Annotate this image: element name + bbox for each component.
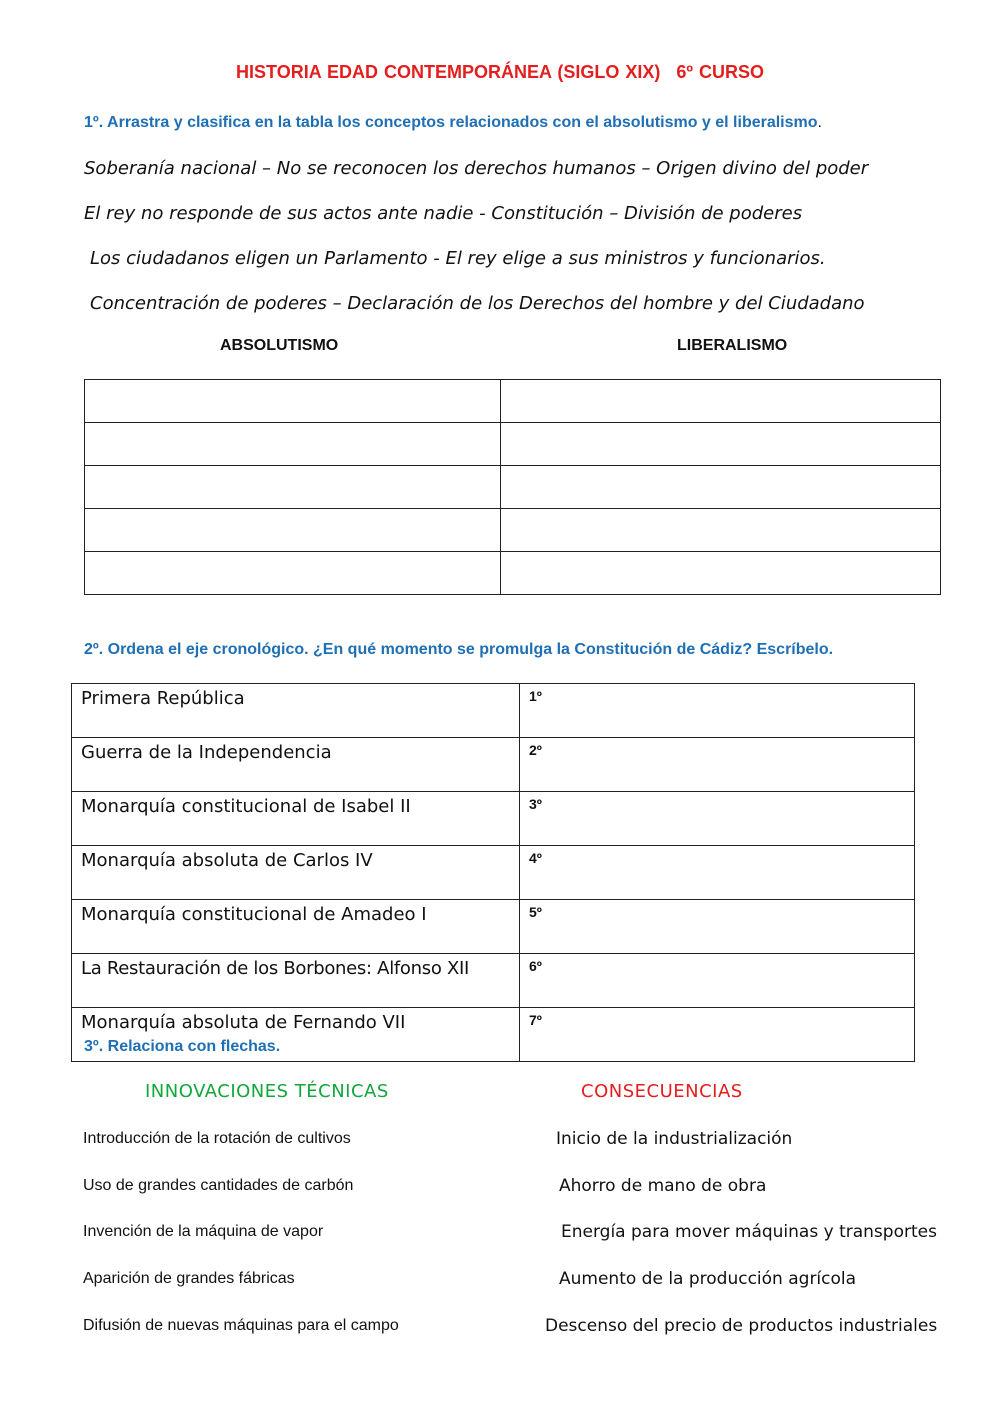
concept-line-2: El rey no responde de sus actos ante nadie - Constitución – División de poderes [84,203,803,224]
table-row [85,423,941,466]
order-cell[interactable]: 4º [520,846,915,900]
innovation-item[interactable]: Aparición de grandes fábricas [83,1270,295,1287]
concept-line-1: Soberanía nacional – No se reconocen los derechos humanos – Origen divino del poder [84,158,869,179]
table-row [72,684,915,738]
event-label[interactable]: Guerra de la Independencia [72,738,520,792]
title-text: HISTORIA EDAD CONTEMPORÁNEA (SIGLO XIX) [236,62,661,82]
absolutismo-drop-cell[interactable] [85,552,501,595]
exercise-1-instruction [84,114,822,132]
order-cell[interactable]: 6º [520,954,915,1008]
consequence-item[interactable]: Energía para mover máquinas y transportes [561,1222,937,1242]
exercise-3-instruction: 3º. Relaciona con flechas. [84,1038,281,1055]
concept-line-4: Concentración de poderes – Declaración de los Derechos del hombre y del Ciudadano [90,293,865,314]
column-header-liberalismo: LIBERALISMO [677,337,788,354]
liberalismo-drop-cell[interactable] [501,423,941,466]
table-row [85,552,941,595]
table-row [72,738,915,792]
table-row [72,954,915,1008]
order-cell[interactable]: 2º [520,738,915,792]
consequence-item[interactable]: Inicio de la industrialización [556,1129,793,1149]
exercise-1-instruction-text: 1º. Arrastra y clasifica en la tabla los conceptos relacionados con el absolutismo y el liberalismo [84,114,818,131]
absolutismo-drop-cell[interactable] [85,423,501,466]
innovaciones-header: INNOVACIONES TÉCNICAS [145,1081,389,1102]
chronology-table [71,683,915,1062]
classification-table [84,379,941,595]
consequence-item[interactable]: Ahorro de mano de obra [559,1176,767,1196]
liberalismo-drop-cell[interactable] [501,509,941,552]
table-row [72,846,915,900]
event-label[interactable]: Monarquía absoluta de Carlos IV [72,846,520,900]
event-label[interactable]: Primera República [72,684,520,738]
liberalismo-drop-cell[interactable] [501,380,941,423]
table-row [72,900,915,954]
innovation-item[interactable]: Invención de la máquina de vapor [83,1223,324,1240]
course-label: 6º CURSO [676,62,764,82]
absolutismo-drop-cell[interactable] [85,509,501,552]
table-row [85,466,941,509]
event-label[interactable]: Monarquía constitucional de Amadeo I [72,900,520,954]
column-header-absolutismo: ABSOLUTISMO [220,337,339,354]
absolutismo-drop-cell[interactable] [85,466,501,509]
absolutismo-drop-cell[interactable] [85,380,501,423]
concept-line-3: Los ciudadanos eligen un Parlamento - El rey elige a sus ministros y funcionarios. [90,248,826,269]
consequence-item[interactable]: Aumento de la producción agrícola [559,1269,857,1289]
consequence-item[interactable]: Descenso del precio de productos industriales [545,1316,938,1336]
table-row [72,792,915,846]
exercise-2-instruction: 2º. Ordena el eje cronológico. ¿En qué momento se promulga la Constitución de Cádiz? Escríbelo. [84,641,834,658]
table-row [85,509,941,552]
liberalismo-drop-cell[interactable] [501,552,941,595]
order-cell[interactable]: 1º [520,684,915,738]
exercise-1-instruction-period: . [817,114,822,131]
page-title [0,62,1000,83]
order-cell[interactable]: 3º [520,792,915,846]
liberalismo-drop-cell[interactable] [501,466,941,509]
innovation-item[interactable]: Difusión de nuevas máquinas para el campo [83,1317,399,1334]
innovation-item[interactable]: Uso de grandes cantidades de carbón [83,1177,354,1194]
event-label[interactable]: Monarquía constitucional de Isabel II [72,792,520,846]
consecuencias-header: CONSECUENCIAS [581,1081,743,1102]
table-row [85,380,941,423]
event-label[interactable]: La Restauración de los Borbones: Alfonso XII [72,954,520,1008]
order-cell[interactable]: 7º [520,1008,915,1062]
order-cell[interactable]: 5º [520,900,915,954]
event-label[interactable]: Monarquía absoluta de Fernando VII [72,1008,520,1062]
innovation-item[interactable]: Introducción de la rotación de cultivos [83,1130,351,1147]
